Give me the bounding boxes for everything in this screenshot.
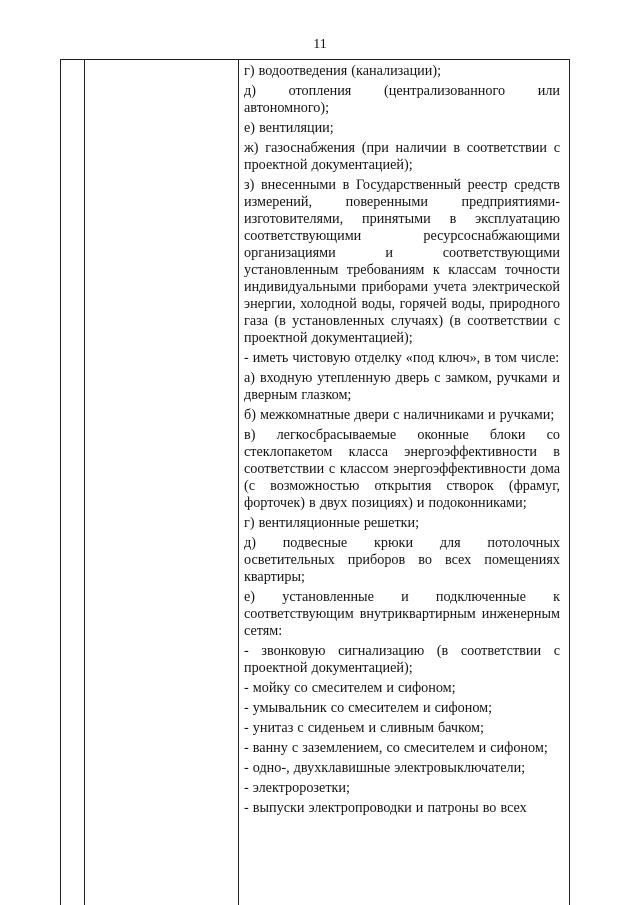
document-table bbox=[60, 59, 570, 905]
list-item: ж) газоснабжения (при наличии в соответствии с проектной документацией); bbox=[244, 140, 560, 173]
list-item: з) внесенными в Государственный реестр средств измерений, поверенными предприятиями-изготовителями, принятыми в эксплуатацию соответствующими ресурсоснабжающими организациями и соответствующими установленным требованиям к классам точности индивидуальными приборами учета электрической энергии, холодной воды, горячей воды, природного газа (в установленных случаях) (в соответствии с проектной документацией); bbox=[244, 177, 560, 346]
table-column-divider bbox=[238, 60, 239, 905]
requirements-cell bbox=[244, 63, 560, 820]
list-item: а) входную утепленную дверь с замком, ручками и дверным глазком; bbox=[244, 370, 560, 403]
list-item: г) вентиляционные решетки; bbox=[244, 515, 420, 531]
list-item: е) установленные и подключенные к соответствующим внутриквартирным инженерным сетям: bbox=[244, 589, 560, 639]
list-item: г) водоотведения (канализации); bbox=[244, 63, 442, 79]
list-item: - выпуски электропроводки и патроны во всех bbox=[244, 800, 527, 816]
list-item: - мойку со смесителем и сифоном; bbox=[244, 680, 456, 696]
list-item: д) отопления (централизованного или автономного); bbox=[244, 83, 560, 116]
list-item: - электророзетки; bbox=[244, 780, 350, 796]
list-item: - одно-, двухклавишные электровыключатели; bbox=[244, 760, 526, 776]
list-item: - ванну с заземлением, со смесителем и сифоном; bbox=[244, 740, 548, 756]
list-item: в) легкосбрасываемые оконные блоки со стеклопакетом класса энергоэффективности в соответствии с классом энергоэффективности дома (с возможностью открытия створок (фрамуг, форточек) в двух позициях) и подоконниками; bbox=[244, 427, 560, 511]
list-item: - иметь чистовую отделку «под ключ», в том числе: bbox=[244, 350, 560, 366]
list-item: - умывальник со смесителем и сифоном; bbox=[244, 700, 493, 716]
list-item: е) вентиляции; bbox=[244, 120, 334, 136]
list-item: д) подвесные крюки для потолочных осветительных приборов во всех помещениях квартиры; bbox=[244, 535, 560, 585]
list-item: б) межкомнатные двери с наличниками и ручками; bbox=[244, 407, 555, 423]
list-item: - звонковую сигнализацию (в соответствии с проектной документацией); bbox=[244, 643, 560, 676]
table-column-divider bbox=[84, 60, 85, 905]
list-item: - унитаз с сиденьем и сливным бачком; bbox=[244, 720, 484, 736]
page-number: 11 bbox=[313, 37, 327, 52]
